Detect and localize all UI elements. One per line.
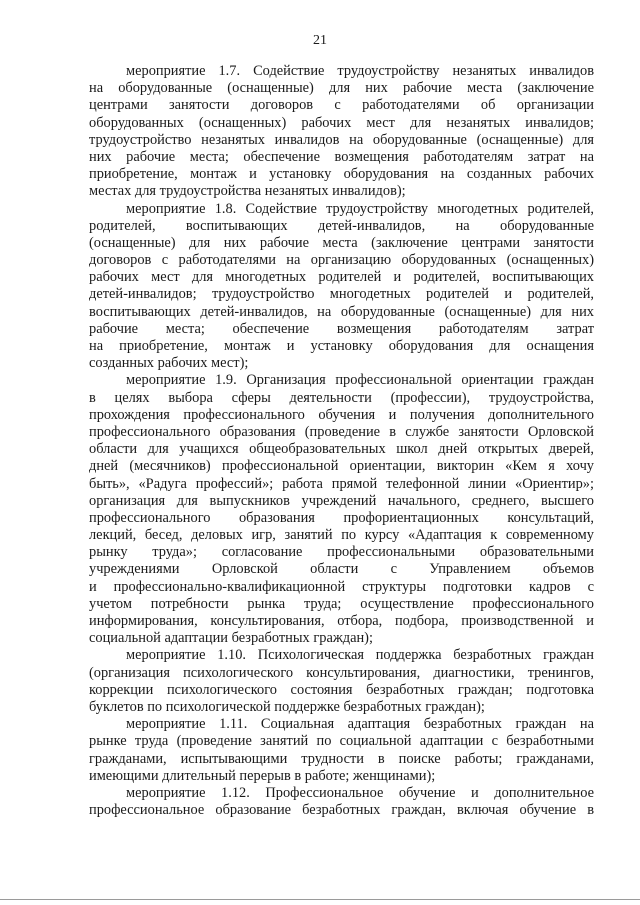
text-line: области для учащихся общеобразовательных школ дней открытых дверей, bbox=[89, 441, 594, 458]
text-line: рабочие места; обеспечение возмещения работодателям затрат bbox=[89, 320, 594, 337]
text-line: воспитывающих детей-инвалидов, на оборудованные (оснащенные) для них bbox=[89, 303, 594, 320]
text-line: на приобретение, монтаж и установку оборудования для оснащения bbox=[89, 338, 594, 354]
text-line: и профессионально-квалификационной структуры подготовки кадров с bbox=[89, 578, 594, 595]
text-line: центрами занятости договоров с работодателями об организации bbox=[89, 97, 594, 114]
text-line: мероприятие 1.8. Содействие трудоустройству многодетных родителей, bbox=[126, 200, 594, 217]
text-line: профессионального образования профориентационных консультаций, bbox=[89, 509, 594, 526]
text-line: лекций, бесед, деловых игр, занятий по курсу «Адаптация к современному bbox=[89, 527, 594, 544]
text-line: мероприятие 1.10. Психологическая поддержка безработных граждан bbox=[126, 647, 594, 664]
text-line: детей-инвалидов; трудоустройство многодетных родителей и родителей, bbox=[89, 286, 594, 303]
page-number: 21 bbox=[313, 33, 327, 48]
text-line: рынку труда»; согласование профессиональными образовательными bbox=[89, 544, 594, 561]
text-line: оборудованных (оснащенных) рабочих мест для незанятых инвалидов; bbox=[89, 114, 594, 131]
text-line: на оборудованные (оснащенные) для них рабочие места (заключение bbox=[89, 80, 594, 97]
text-line: созданных рабочих мест); bbox=[89, 355, 249, 372]
text-line: родителей, воспитывающих детей-инвалидов, на оборудованные bbox=[89, 217, 594, 234]
paragraph bbox=[89, 716, 594, 785]
paragraph bbox=[89, 785, 594, 819]
text-line: организация для выпускников учреждений начального, среднего, высшего bbox=[89, 492, 594, 509]
text-line: социальной адаптации безработных граждан); bbox=[89, 630, 373, 647]
text-line: (организация психологического консультирования, диагностики, тренингов, bbox=[89, 664, 594, 681]
text-line: мероприятие 1.9. Организация профессиональной ориентации граждан bbox=[126, 372, 594, 389]
paragraph bbox=[89, 372, 594, 647]
paragraph bbox=[89, 647, 594, 716]
text-line: них рабочие места; обеспечение возмещения работодателям затрат на bbox=[89, 148, 594, 165]
text-line: мероприятие 1.12. Профессиональное обучение и дополнительное bbox=[126, 784, 594, 801]
text-line: рынке труда (проведение занятий по социальной адаптации с безработными bbox=[89, 733, 594, 750]
text-line: мероприятие 1.11. Социальная адаптация безработных граждан на bbox=[126, 716, 594, 733]
text-line: быть», «Радуга профессий»; работа прямой телефонной линии «Ориентир»; bbox=[89, 475, 594, 492]
text-line: трудоустройство незанятых инвалидов на оборудованные (оснащенные) для bbox=[89, 131, 594, 148]
text-line: имеющими длительный перерыв в работе; женщинами); bbox=[89, 767, 436, 784]
text-line: прохождения профессионального обучения и получения дополнительного bbox=[89, 406, 594, 423]
text-line: местах для трудоустройства незанятых инвалидов); bbox=[89, 183, 406, 200]
text-line: рабочих мест для многодетных родителей и родителей, воспитывающих bbox=[89, 269, 594, 286]
text-line: учетом потребности рынка труда; осуществление профессионального bbox=[89, 595, 594, 612]
page-bottom-edge bbox=[0, 899, 640, 900]
text-line: информирования, консультирования, отбора, подбора, производственной и bbox=[89, 613, 594, 629]
text-line: мероприятие 1.7. Содействие трудоустройству незанятых инвалидов bbox=[126, 63, 594, 79]
document-body bbox=[89, 63, 594, 819]
text-line: договоров с работодателями на организацию оборудованных (оснащенных) bbox=[89, 252, 594, 269]
text-line: дней (месячников) профессиональной ориентации, викторин «Кем я хочу bbox=[89, 458, 594, 475]
text-line: профессиональное образование безработных граждан, включая обучение в bbox=[89, 802, 594, 819]
text-line: учреждениями Орловской области с Управлением объемов bbox=[89, 561, 594, 578]
text-line: буклетов по психологической поддержке безработных граждан); bbox=[89, 698, 485, 715]
text-line: коррекции психологического состояния безработных граждан; подготовка bbox=[89, 681, 594, 698]
text-line: приобретение, монтаж и установку оборудования на созданных рабочих bbox=[89, 166, 594, 183]
text-line: гражданами, испытывающими трудности в поиске работы; гражданами, bbox=[89, 750, 594, 767]
paragraph bbox=[89, 201, 594, 373]
text-line: в целях выбора сферы деятельности (профессии), трудоустройства, bbox=[89, 389, 594, 406]
text-line: (оснащенные) для них рабочие места (заключение центрами занятости bbox=[89, 234, 594, 251]
text-line: профессионального образования (проведение в службе занятости Орловской bbox=[89, 423, 594, 440]
paragraph bbox=[89, 63, 594, 201]
